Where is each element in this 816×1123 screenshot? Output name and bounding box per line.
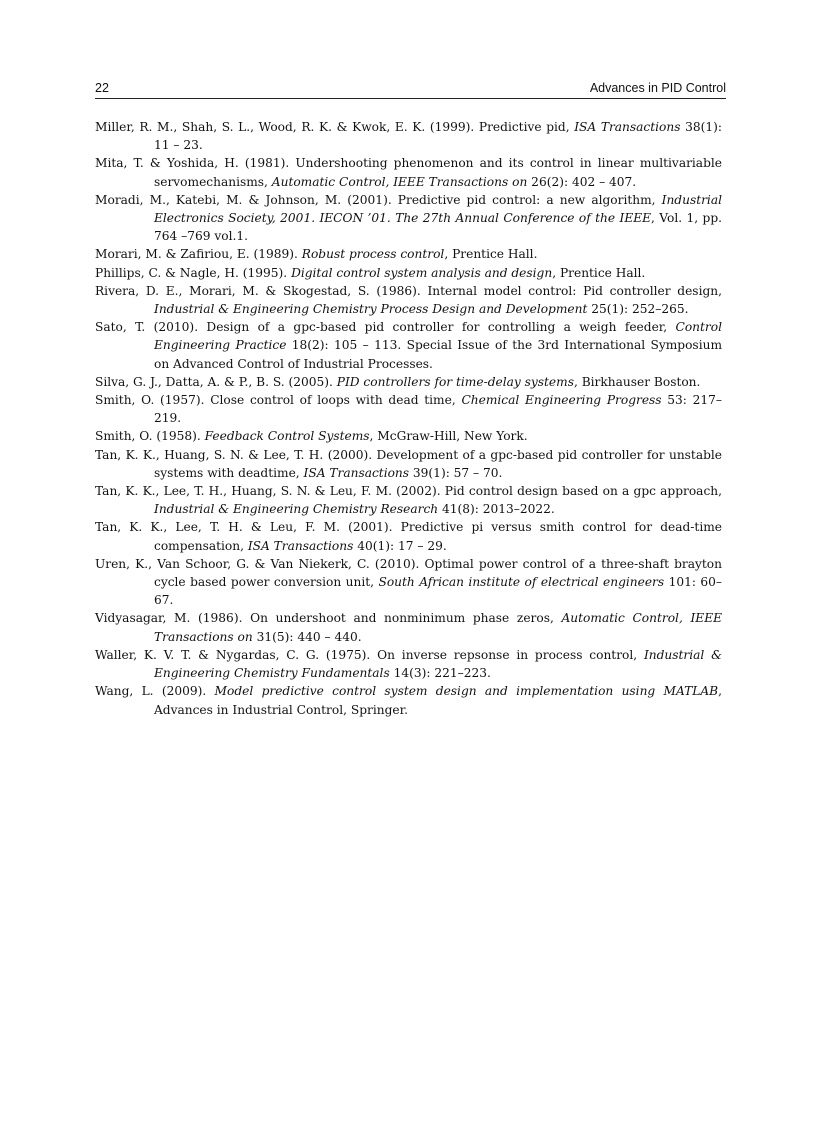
reference-entry bbox=[95, 373, 722, 391]
reference-text: Waller, K. V. T. & Nygardas, C. G. (1975). On inverse repsonse in process control, bbox=[95, 647, 644, 662]
reference-details: 26(2): 402 – 407. bbox=[527, 174, 637, 189]
reference-source: PID controllers for time-delay systems bbox=[336, 374, 574, 389]
page-number: 22 bbox=[95, 81, 109, 95]
running-title: Advances in PID Control bbox=[589, 81, 726, 95]
reference-details: 53: 217–219. bbox=[154, 393, 723, 426]
reference-source: ISA Transactions bbox=[574, 120, 681, 134]
reference-text: Vidyasagar, M. (1986). On undershoot and nonminimum phase zeros, bbox=[95, 611, 562, 626]
reference-text: Mita, T. & Yoshida, H. (1981). Undershooting phenomenon and its control in linear multivariable servomechanisms, bbox=[95, 156, 722, 189]
reference-source: Industrial Electronics Society, 2001. IECON ’01. The 27th Annual Conference of the IEEE bbox=[154, 192, 722, 226]
reference-entry bbox=[95, 555, 722, 610]
reference-source: ISA Transactions bbox=[247, 538, 354, 553]
reference-entry bbox=[95, 191, 722, 246]
reference-entry bbox=[95, 391, 722, 427]
reference-text: Tan, K. K., Lee, T. H., Huang, S. N. & Leu, F. M. (2002). Pid control design based on a gpc approach, bbox=[95, 484, 722, 499]
reference-entry bbox=[95, 245, 722, 263]
reference-source: ISA Transactions bbox=[303, 465, 410, 480]
reference-source: Automatic Control, IEEE Transactions on bbox=[271, 174, 528, 189]
reference-entry bbox=[95, 609, 722, 645]
reference-source: Industrial & Engineering Chemistry Process Design and Development bbox=[154, 302, 588, 317]
reference-details: , Advances in Industrial Control, Springer. bbox=[154, 684, 722, 717]
reference-text: Tan, K. K., Huang, S. N. & Lee, T. H. (2000). Development of a gpc-based pid controller for unstable systems with deadtime, bbox=[95, 447, 722, 480]
reference-text: Uren, K., Van Schoor, G. & Van Niekerk, C. (2010). Optimal power control of a three-shaft brayton cycle based power conversion unit, bbox=[95, 556, 722, 590]
reference-entry bbox=[95, 282, 722, 318]
reference-details: 14(3): 221–223. bbox=[389, 666, 491, 681]
reference-entry bbox=[95, 154, 722, 190]
reference-text: Rivera, D. E., Morari, M. & Skogestad, S. (1986). Internal model control: Pid controller design, bbox=[95, 283, 722, 298]
reference-source: Chemical Engineering Progress bbox=[461, 393, 662, 408]
reference-entry bbox=[95, 646, 722, 682]
reference-details: 40(1): 17 – 29. bbox=[353, 538, 447, 553]
reference-text: Morari, M. & Zafiriou, E. (1989). bbox=[95, 247, 302, 262]
reference-details: , Birkhauser Boston. bbox=[573, 374, 701, 389]
reference-text: Wang, L. (2009). bbox=[95, 684, 215, 699]
reference-details: , McGraw-Hill, New York. bbox=[369, 429, 528, 444]
reference-entry bbox=[95, 518, 722, 554]
reference-text: Smith, O. (1957). Close control of loops with dead time, bbox=[95, 393, 462, 408]
reference-list bbox=[95, 118, 722, 719]
reference-source: Industrial & Engineering Chemistry Fundamentals bbox=[154, 647, 723, 681]
reference-details: 38(1): 11 – 23. bbox=[154, 120, 722, 153]
reference-text: Sato, T. (2010). Design of a gpc-based pid controller for controlling a weigh feeder, bbox=[95, 320, 676, 335]
reference-details: , Prentice Hall. bbox=[444, 247, 538, 262]
reference-entry bbox=[95, 318, 722, 373]
reference-text: Tan, K. K., Lee, T. H. & Leu, F. M. (2001). Predictive pi versus smith control for dead-time compensation, bbox=[95, 520, 722, 553]
reference-details: 101: 60–67. bbox=[154, 575, 723, 608]
reference-entry bbox=[95, 264, 722, 282]
reference-details: 39(1): 57 – 70. bbox=[409, 465, 503, 480]
reference-source: Model predictive control system design and implementation using MATLAB bbox=[214, 684, 719, 699]
reference-entry bbox=[95, 682, 722, 718]
reference-text: Silva, G. J., Datta, A. & P., B. S. (2005). bbox=[95, 374, 337, 389]
reference-details: 41(8): 2013–2022. bbox=[438, 502, 555, 517]
reference-text: Phillips, C. & Nagle, H. (1995). bbox=[95, 265, 292, 280]
reference-text: Smith, O. (1958). bbox=[95, 429, 205, 444]
reference-entry bbox=[95, 118, 722, 154]
reference-text: Miller, R. M., Shah, S. L., Wood, R. K. & Kwok, E. K. (1999). Predictive pid, bbox=[95, 120, 575, 134]
reference-source: Feedback Control Systems bbox=[204, 429, 370, 444]
reference-entry bbox=[95, 427, 722, 445]
reference-details: 31(5): 440 – 440. bbox=[252, 629, 362, 644]
reference-details: 25(1): 252–265. bbox=[587, 302, 689, 317]
reference-source: South African institute of electrical engineers bbox=[378, 575, 665, 590]
reference-entry bbox=[95, 446, 722, 482]
reference-source: Robust process control bbox=[301, 247, 445, 262]
reference-details: 18(2): 105 – 113. Special Issue of the 3rd International Symposium on Advanced Control of Industrial Processes. bbox=[154, 338, 722, 371]
reference-source: Control Engineering Practice bbox=[154, 320, 722, 353]
page-header bbox=[95, 80, 726, 99]
reference-entry bbox=[95, 482, 722, 518]
reference-text: Moradi, M., Katebi, M. & Johnson, M. (2001). Predictive pid control: a new algorithm, bbox=[95, 192, 662, 207]
reference-source: Industrial & Engineering Chemistry Research bbox=[154, 502, 439, 517]
reference-source: Digital control system analysis and design bbox=[291, 265, 553, 280]
reference-source: Automatic Control, IEEE Transactions on bbox=[154, 611, 722, 644]
reference-details: , Prentice Hall. bbox=[552, 265, 646, 280]
reference-details: , Vol. 1, pp. 764 –769 vol.1. bbox=[154, 211, 722, 244]
